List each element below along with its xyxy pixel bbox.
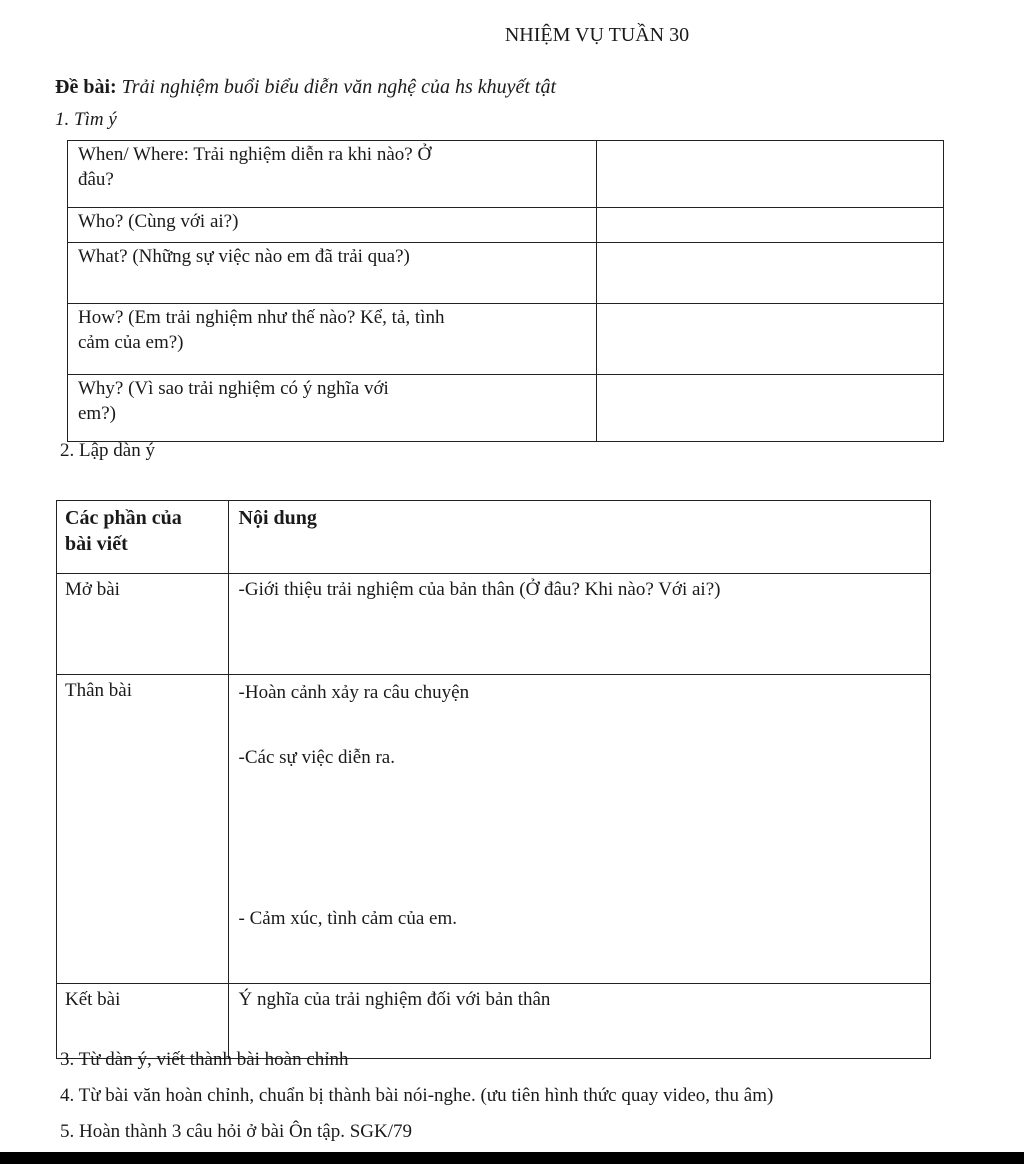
step3-text: 3. Từ dàn ý, viết thành bài hoàn chỉnh [60,1049,349,1070]
question-cell: Why? (Vì sao trải nghiệm có ý nghĩa với em?) [68,375,597,442]
table-row [68,375,944,442]
part-cell: Kết bài [57,984,229,1059]
table-row [68,141,944,208]
bottom-border [0,1152,1024,1164]
table-header-row [57,501,931,574]
assignment-text: Trải nghiệm buổi biểu diễn văn nghệ của hs khuyết tật [121,76,557,98]
assignment [55,74,556,100]
question-cell: Who? (Cùng với ai?) [68,208,597,243]
outline-table [56,500,931,1059]
table-row [57,675,931,984]
part-cell: Thân bài [57,675,229,984]
question-cell: What? (Những sự việc nào em đã trải qua?) [68,243,597,304]
header-part: Các phần của bài viết [57,501,229,574]
answer-cell[interactable] [597,375,944,442]
step2-heading: 2. Lập dàn ý [60,440,155,461]
table-row [68,243,944,304]
step4-text: 4. Từ bài văn hoàn chỉnh, chuẩn bị thành bài nói-nghe. (ưu tiên hình thức quay video, thu âm) [60,1085,774,1106]
step1-heading: 1. Tìm ý [55,109,117,130]
step5-text: 5. Hoàn thành 3 câu hỏi ở bài Ôn tập. SGK/79 [60,1121,412,1142]
answer-cell[interactable] [597,243,944,304]
question-cell: How? (Em trải nghiệm như thế nào? Kể, tả, tình cảm của em?) [68,304,597,375]
part-cell: Mở bài [57,574,229,675]
answer-cell[interactable] [597,208,944,243]
table-row [68,304,944,375]
table-row [68,208,944,243]
table-row [57,574,931,675]
content-cell: Ý nghĩa của trải nghiệm đối với bản thân [228,984,930,1059]
content-cell: -Hoàn cảnh xảy ra câu chuyện -Các sự việc diễn ra. - Cảm xúc, tình cảm của em. [228,675,930,984]
answer-cell[interactable] [597,304,944,375]
content-cell: -Giới thiệu trải nghiệm của bản thân (Ở đâu? Khi nào? Với ai?) [228,574,930,675]
assignment-label: Đề bài: [55,76,117,98]
answer-cell[interactable] [597,141,944,208]
idea-table [67,140,944,442]
question-cell: When/ Where: Trải nghiệm diễn ra khi nào? Ở đâu? [68,141,597,208]
header-content: Nội dung [228,501,930,574]
page-title: NHIỆM VỤ TUẦN 30 [504,24,690,46]
